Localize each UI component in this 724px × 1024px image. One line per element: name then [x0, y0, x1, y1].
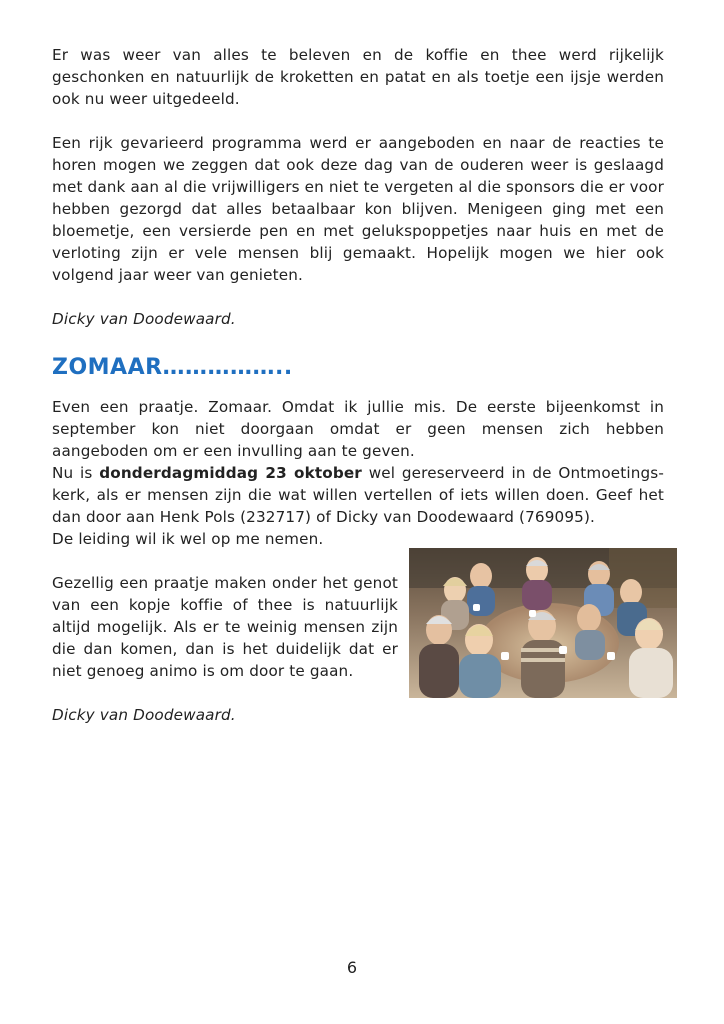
- section1-paragraph-2: Een rijk gevarieerd programma werd er aangeboden en naar de reacties te horen mogen we zeggen dat ook deze dag van de ouderen weer is geslaagd met dank aan al die vrijwilligers en niet te vergeten al die sponsors die er voor hebben gezorgd dat alles betaalbaar kon blijven. Menigeen ging met een bloemetje, een versierde pen en met gelukspoppetjes naar huis en met de verloting zijn er vele mensen blij gemaakt. Hopelijk mogen we hier ook volgend jaar weer van genieten.: [52, 134, 664, 284]
- paragraph-2-date: donderdagmiddag 23 oktober: [99, 464, 362, 482]
- page-number: 6: [346, 958, 358, 977]
- section2-paragraph-2: [52, 462, 664, 528]
- section1-paragraph-1: Er was weer van alles te beleven en de koffie en thee werd rijkelijk geschonken en natuurlijk de kroketten en patat en als toetje een ijsje werden ook nu weer uitgedeeld.: [52, 46, 664, 108]
- section2-paragraph-4: Gezellig een praatje maken onder het genot van een kopje koffie of thee is natuurlijk altijd mogelijk. Als er te weinig mensen zijn die dan komen, dan is het duidelijk dat er niet genoeg animo is om door te gaan.: [52, 574, 398, 680]
- section2-heading: ZOMAAR……………..: [52, 355, 293, 380]
- paragraph-2-suffix: wel gereserveerd in de Ontmoetings-kerk, als er mensen zijn die wat willen vertellen of iets willen doen. Geef het dan door aan Henk Pols (232717) of Dicky van Doodewaard (769095).: [52, 464, 664, 526]
- group-photo: [409, 548, 677, 698]
- section2-paragraph-1: Even een praatje. Zomaar. Omdat ik jullie mis. De eerste bijeenkomst in september kon niet doorgaan omdat er geen mensen zich hebben aangeboden om er een invulling aan te geven.: [52, 398, 664, 460]
- paragraph-2-prefix: Nu is: [52, 464, 100, 482]
- section2-paragraph-3: De leiding wil ik wel op me nemen.: [52, 530, 324, 548]
- document-page: [52, 44, 664, 726]
- section2-signature: Dicky van Doodewaard.: [52, 706, 236, 724]
- section1-signature: Dicky van Doodewaard.: [52, 310, 236, 328]
- photo-row: [52, 572, 664, 682]
